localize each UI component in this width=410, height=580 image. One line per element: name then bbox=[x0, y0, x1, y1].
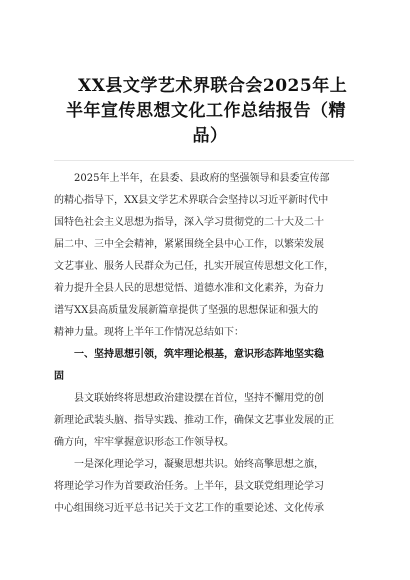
text-line: 国特色社会主义思想为指导，深入学习贯彻党的二十大及二十 bbox=[54, 217, 324, 228]
section-heading bbox=[54, 344, 359, 388]
text-line: 文艺事业、服务人民群众为己任，扎实开展宣传思想文化工作， bbox=[54, 261, 334, 272]
text-line: 中心组围绕习近平总书记关于文艺工作的重要论述、文化传承 bbox=[54, 503, 324, 514]
document-title bbox=[66, 74, 354, 149]
title-line: XX县文学艺术界联合会2025年上 bbox=[78, 76, 348, 96]
text-line: 谱写XX县高质量发展新篇章提供了坚强的思想保证和强大的 bbox=[54, 305, 319, 316]
heading-line: 固 bbox=[54, 371, 64, 382]
text-line: 精神力量。现将上半年工作情况总结如下： bbox=[54, 327, 244, 338]
title-line: 品） bbox=[192, 126, 228, 146]
document-body bbox=[54, 168, 359, 520]
heading-line: 一、坚持思想引领，筑牢理论根基，意识形态阵地坚实稳 bbox=[74, 349, 324, 360]
text-line: 将理论学习作为首要政治任务。上半年，县文联党组理论学习 bbox=[54, 481, 324, 492]
text-line: 的精心指导下，XX县文学艺术界联合会坚持以习近平新时代中 bbox=[54, 195, 329, 206]
text-line: 一是深化理论学习，凝聚思想共识。始终高擎思想之旗， bbox=[74, 459, 324, 470]
title-divider bbox=[54, 160, 354, 161]
section-paragraph bbox=[54, 388, 359, 454]
text-line: 确方向，牢牢掌握意识形态工作领导权。 bbox=[54, 437, 234, 448]
text-line: 新理论武装头脑、指导实践、推动工作，确保文艺事业发展的正 bbox=[54, 415, 334, 426]
text-line: 2025年上半年，在县委、县政府的坚强领导和县委宣传部 bbox=[74, 173, 330, 184]
text-line: 县文联始终将思想政治建设摆在首位，坚持不懈用党的创 bbox=[74, 393, 324, 404]
text-line: 届二中、三中全会精神，紧紧围绕全县中心工作，以繁荣发展 bbox=[54, 239, 324, 250]
title-line: 半年宣传思想文化工作总结报告（精 bbox=[66, 101, 346, 121]
section-paragraph bbox=[54, 454, 359, 520]
intro-paragraph bbox=[54, 168, 359, 344]
text-line: 着力提升全县人民的思想觉悟、道德水准和文化素养，为奋力 bbox=[54, 283, 324, 294]
